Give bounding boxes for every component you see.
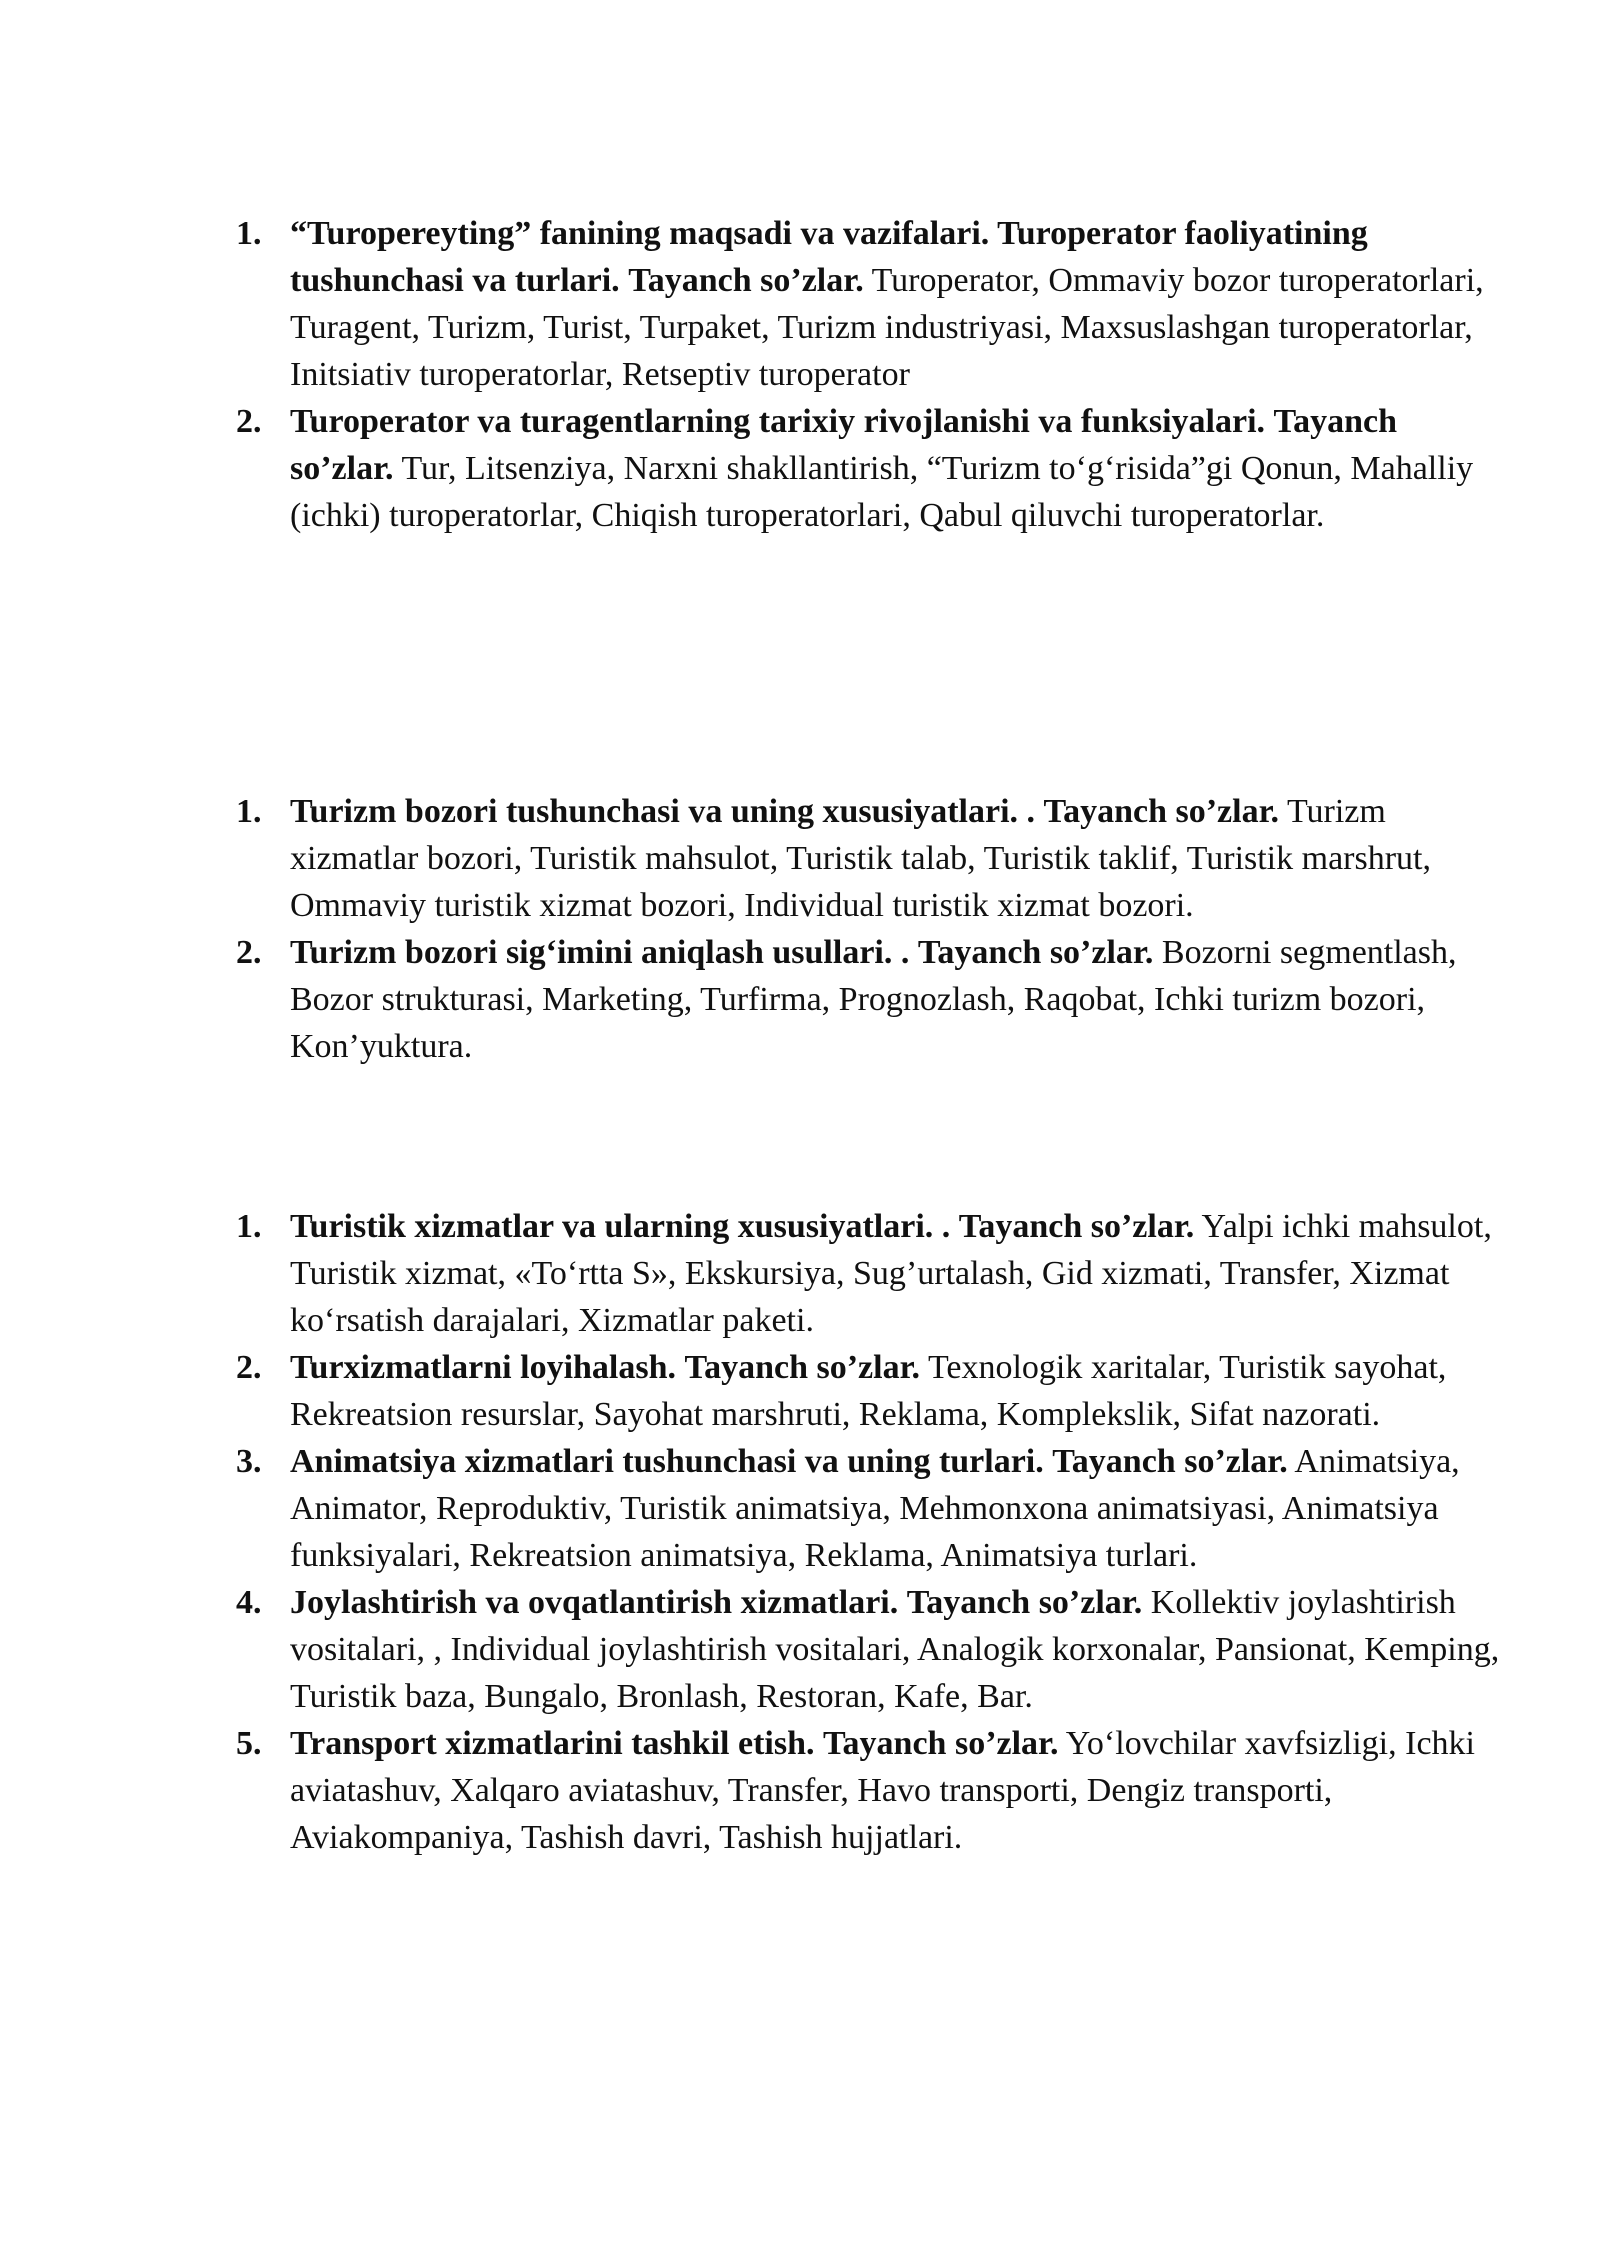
list-item bbox=[236, 1203, 1506, 1344]
keywords-text: Kollektiv joylashtirish vositalari, , Individual joylashtirish vositalari, Analogik korxonalar, Pansionat, Kemping, Turistik baza, Bungalo, Bronlash, Restoran, Kafe, Bar. bbox=[290, 1584, 1500, 1715]
list-item bbox=[236, 929, 1506, 1070]
keywords-label: Tayanch so’zlar. bbox=[917, 934, 1154, 971]
item-number: 3. bbox=[236, 1443, 262, 1480]
keywords-text: Texnologik xaritalar, Turistik sayohat, Rekreatsion resurslar, Sayohat marshruti, Reklama, Komplekslik, Sifat nazorati. bbox=[290, 1349, 1447, 1433]
keywords-text: Yalpi ichki mahsulot, Turistik xizmat, «To‘rtta S», Ekskursiya, Sug’urtalash, Gid xizmati, Transfer, Xizmat ko‘rsatish darajalari, Xizmatlar paketi. bbox=[290, 1208, 1492, 1339]
topic-section-3 bbox=[236, 1203, 1506, 1861]
item-title: Animatsiya xizmatlari tushunchasi va uning turlari. bbox=[290, 1443, 1044, 1480]
item-number: 2. bbox=[236, 934, 262, 971]
item-title: Turizm bozori tushunchasi va uning xususiyatlari. . bbox=[290, 793, 1036, 830]
list-item bbox=[236, 210, 1506, 398]
keywords-text: Tur, Litsenziya, Narxni shakllantirish, “Turizm to‘g‘risida”gi Qonun, Mahalliy (ichki) turoperatorlar, Chiqish turoperatorlari, Qabul qiluvchi turoperatorlar. bbox=[290, 450, 1474, 534]
item-number: 1. bbox=[236, 793, 262, 830]
list-item bbox=[236, 788, 1506, 929]
list-item bbox=[236, 1344, 1506, 1438]
keywords-label: Tayanch so’zlar. bbox=[684, 1349, 921, 1386]
list-item bbox=[236, 1579, 1506, 1720]
keywords-text: Yo‘lovchilar xavfsizligi, Ichki aviatashuv, Xalqaro aviatashuv, Transfer, Havo transporti, Dengiz transporti, Aviakompaniya, Tashish davri, Tashish hujjatlari. bbox=[290, 1725, 1475, 1856]
keywords-label: Tayanch so’zlar. bbox=[823, 1725, 1059, 1762]
item-title: “Turopereyting” fanining maqsadi va vazifalari. Turoperator faoliyatining tushunchasi va turlari. bbox=[290, 215, 1368, 299]
keywords-label: Tayanch so’zlar. bbox=[1052, 1443, 1288, 1480]
item-number: 2. bbox=[236, 1349, 262, 1386]
keywords-text: Turizm xizmatlar bozori, Turistik mahsulot, Turistik talab, Turistik taklif, Turistik marshrut, Ommaviy turistik xizmat bozori, Individual turistik xizmat bozori. bbox=[290, 793, 1431, 924]
list-item bbox=[236, 1438, 1506, 1579]
list-item bbox=[236, 398, 1506, 539]
keywords-text: Bozorni segmentlash, Bozor strukturasi, Marketing, Turfirma, Prognozlash, Raqobat, Ichki turizm bozori, Kon’yuktura. bbox=[290, 934, 1457, 1065]
item-title: Turizm bozori sig‘imini aniqlash usullari. . bbox=[290, 934, 910, 971]
keywords-label: Tayanch so’zlar. bbox=[1043, 793, 1280, 830]
item-title: Turistik xizmatlar va ularning xususiyatlari. . bbox=[290, 1208, 951, 1245]
item-title: Joylashtirish va ovqatlantirish xizmatlari. bbox=[290, 1584, 899, 1621]
item-number: 4. bbox=[236, 1584, 262, 1621]
list-item bbox=[236, 1720, 1506, 1861]
topic-list bbox=[236, 788, 1506, 1070]
topic-list bbox=[236, 1203, 1506, 1861]
keywords-label: Tayanch so’zlar. bbox=[906, 1584, 1143, 1621]
keywords-label: Tayanch so’zlar. bbox=[290, 403, 1398, 487]
topic-list bbox=[236, 210, 1506, 539]
keywords-text: Turoperator, Ommaviy bozor turoperatorlari, Turagent, Turizm, Turist, Turpaket, Turizm industriyasi, Maxsuslashgan turoperatorlar, Initsiativ turoperatorlar, Retseptiv turoperator bbox=[290, 262, 1484, 393]
topic-section-2 bbox=[236, 788, 1506, 1070]
topic-section-1 bbox=[236, 210, 1506, 539]
keywords-text: Animatsiya, Animator, Reproduktiv, Turistik animatsiya, Mehmonxona animatsiyasi, Animatsiya funksiyalari, Rekreatsion animatsiya, Reklama, Animatsiya turlari. bbox=[290, 1443, 1460, 1574]
item-number: 1. bbox=[236, 215, 262, 252]
item-title: Transport xizmatlarini tashkil etish. bbox=[290, 1725, 815, 1762]
keywords-label: Tayanch so’zlar. bbox=[628, 262, 864, 299]
item-number: 1. bbox=[236, 1208, 262, 1245]
item-title: Turoperator va turagentlarning tarixiy rivojlanishi va funksiyalari. bbox=[290, 403, 1266, 440]
item-number: 2. bbox=[236, 403, 262, 440]
item-title: Turxizmatlarni loyihalash. bbox=[290, 1349, 677, 1386]
item-number: 5. bbox=[236, 1725, 262, 1762]
keywords-label: Tayanch so’zlar. bbox=[958, 1208, 1195, 1245]
